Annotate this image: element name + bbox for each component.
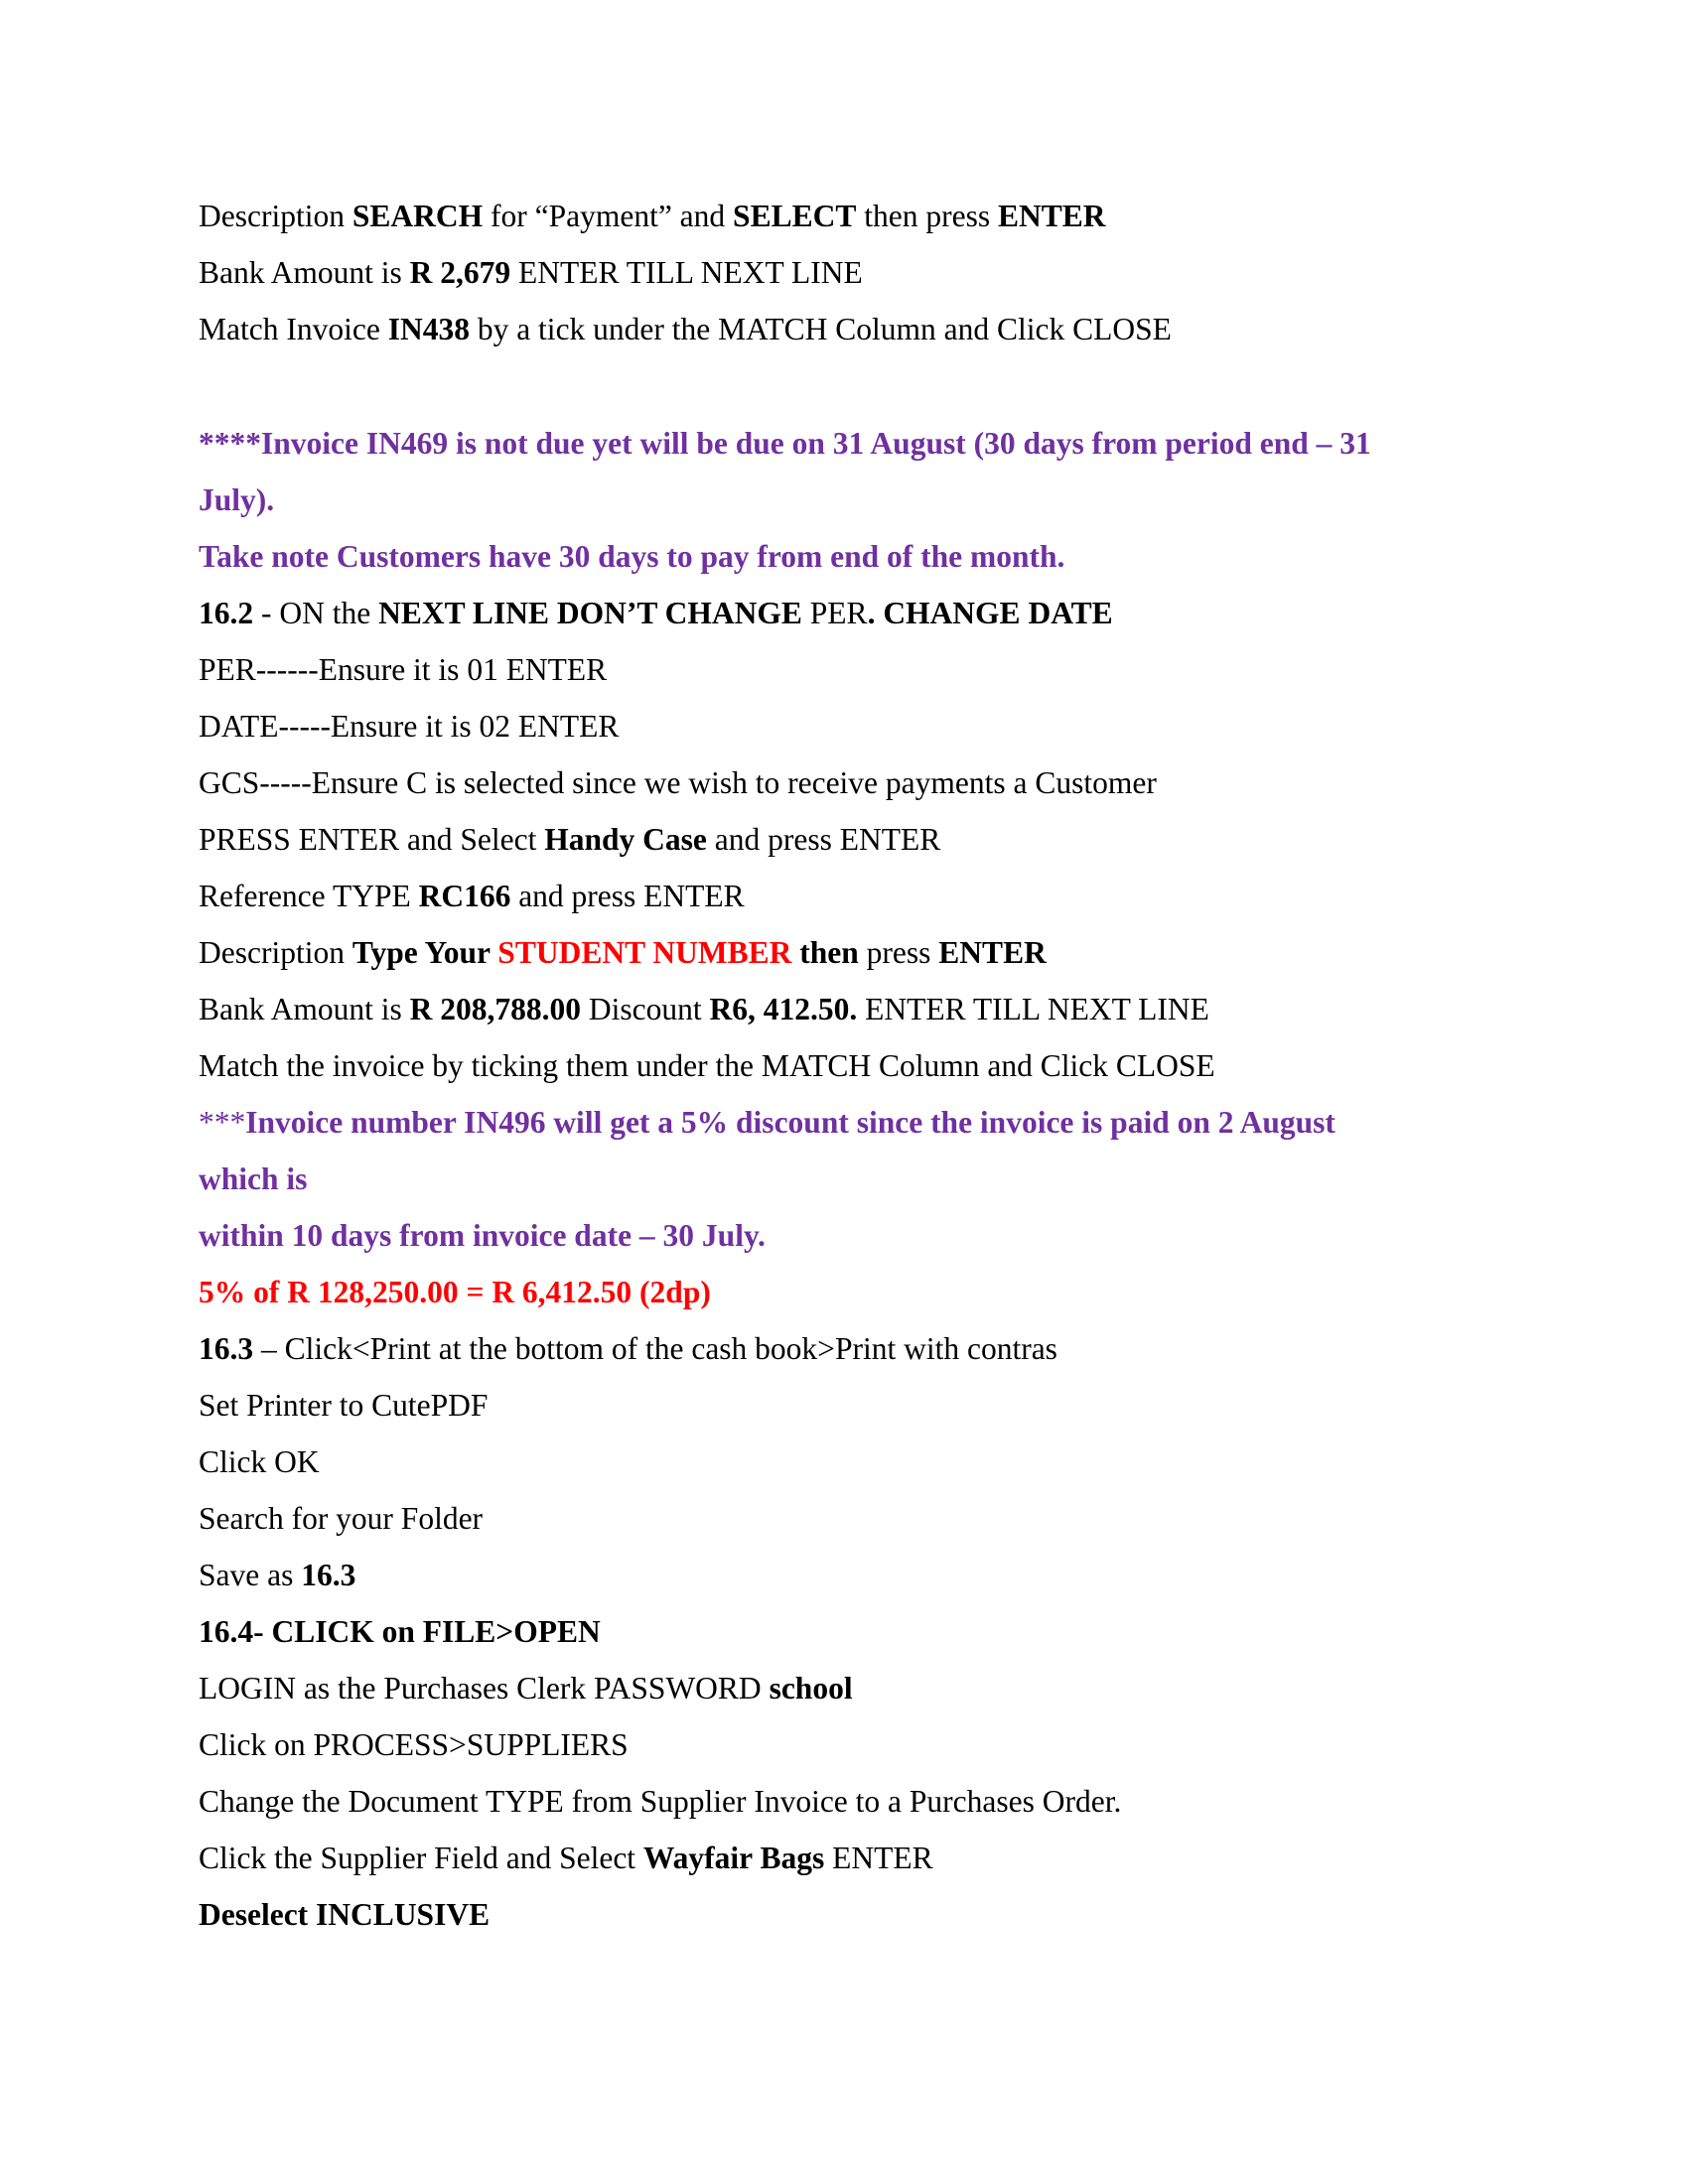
note-text: ****Invoice IN469 is not due yet will be due on 31 August (30 days from period end – 31	[199, 426, 1371, 461]
reference-code: RC166	[418, 879, 511, 913]
note-discount-in496-cont	[199, 1160, 307, 1199]
text-segment: Click the Supplier Field and Select	[199, 1841, 643, 1875]
instruction-line-reference	[199, 877, 745, 916]
text-segment: Click on PROCESS>SUPPLIERS	[199, 1727, 629, 1762]
text-segment-bold: . CHANGE DATE	[867, 596, 1113, 630]
instruction-line-match-invoices	[199, 1046, 1215, 1086]
amount-value: R 208,788.00	[409, 992, 582, 1026]
invoice-number: IN438	[387, 312, 470, 346]
text-segment: LOGIN as the Purchases Clerk PASSWORD	[199, 1671, 770, 1706]
password-value: school	[769, 1671, 853, 1706]
discount-calculation	[199, 1273, 711, 1312]
note-invoice-not-due	[199, 424, 1371, 464]
text-segment-bold: SEARCH	[352, 199, 484, 233]
note-asterisks: ***	[199, 1105, 246, 1140]
text-segment: Reference TYPE	[199, 879, 419, 913]
instruction-line-gcs	[199, 763, 1157, 803]
text-segment: Change the Document TYPE from Supplier Invoice to a Purchases Order.	[199, 1784, 1122, 1819]
instruction-line-description-student	[199, 933, 1047, 973]
step-heading-16-4	[199, 1612, 601, 1652]
note-discount-in496	[199, 1103, 1336, 1143]
text-segment-bold: ENTER	[997, 199, 1106, 233]
text-segment: Discount	[581, 992, 710, 1026]
text-segment: Description	[199, 199, 352, 233]
text-segment: by a tick under the MATCH Column and Click CLOSE	[469, 312, 1172, 346]
instruction-line-deselect-inclusive	[199, 1895, 490, 1935]
student-number-highlight: STUDENT NUMBER	[497, 935, 792, 970]
instruction-line-change-doc-type	[199, 1782, 1121, 1822]
note-text: July).	[199, 482, 275, 517]
text-segment: and press ENTER	[510, 879, 745, 913]
instruction-line-select-customer	[199, 820, 940, 860]
discount-value: R6, 412.50.	[709, 992, 858, 1026]
note-payment-terms	[199, 537, 1064, 577]
instruction-line-select-supplier	[199, 1839, 933, 1878]
text-segment: and press ENTER	[706, 822, 941, 857]
step-number: 16.3	[199, 1331, 254, 1366]
text-segment: DATE-----Ensure it is 02 ENTER	[199, 709, 620, 744]
instruction-line-save-as	[199, 1556, 355, 1595]
note-invoice-not-due-cont	[199, 480, 274, 520]
calculation-text: 5% of R 128,250.00 = R 6,412.50 (2dp)	[199, 1275, 711, 1309]
customer-name: Handy Case	[544, 822, 707, 857]
text-segment-bold: NEXT LINE DON’T CHANGE	[378, 596, 802, 630]
text-segment: ENTER TILL NEXT LINE	[857, 992, 1209, 1026]
text-segment: PER------Ensure it is 01 ENTER	[199, 652, 608, 687]
text-segment: – Click<Print at the bottom of the cash book>Print with contras	[253, 1331, 1057, 1366]
supplier-name: Wayfair Bags	[642, 1841, 825, 1875]
instruction-line-match-invoice	[199, 310, 1172, 349]
note-text: which is	[199, 1161, 308, 1196]
instruction-line-bank-amount-discount	[199, 990, 1209, 1029]
note-text: Take note Customers have 30 days to pay from end of the month.	[199, 539, 1065, 574]
instruction-line-per	[199, 650, 607, 690]
text-segment: GCS-----Ensure C is selected since we wish to receive payments a Customer	[199, 765, 1157, 800]
text-segment: - ON the	[253, 596, 379, 630]
text-segment: Match Invoice	[199, 312, 388, 346]
text-segment: for “Payment” and	[483, 199, 734, 233]
instruction-line-set-printer	[199, 1386, 488, 1426]
instruction-line-description-search	[199, 197, 1106, 236]
instruction-line-bank-amount	[199, 253, 863, 293]
step-heading-text: 16.4- CLICK on FILE>OPEN	[199, 1614, 601, 1649]
text-segment-bold: SELECT	[733, 199, 857, 233]
file-name: 16.3	[301, 1558, 356, 1592]
instruction-line-click-ok	[199, 1442, 320, 1482]
text-segment: ENTER	[824, 1841, 933, 1875]
instruction-line-login	[199, 1669, 853, 1708]
text-segment: Search for your Folder	[199, 1501, 484, 1536]
text-segment: Bank Amount is	[199, 992, 410, 1026]
text-segment: Description	[199, 935, 352, 970]
text-segment: Save as	[199, 1558, 302, 1592]
text-segment: Set Printer to CutePDF	[199, 1388, 489, 1423]
text-segment-bold: Deselect INCLUSIVE	[199, 1897, 491, 1932]
text-segment-bold: then	[791, 935, 859, 970]
note-discount-in496-cont2	[199, 1216, 766, 1256]
text-segment: press	[858, 935, 939, 970]
text-segment: PRESS ENTER and Select	[199, 822, 545, 857]
text-segment: Match the invoice by ticking them under the MATCH Column and Click CLOSE	[199, 1048, 1215, 1083]
text-segment: Click OK	[199, 1444, 320, 1479]
amount-value: R 2,679	[409, 255, 511, 290]
text-segment-bold: Type Your	[352, 935, 498, 970]
text-segment-bold: ENTER	[938, 935, 1047, 970]
step-heading-16-3	[199, 1329, 1057, 1369]
text-segment: then press	[856, 199, 998, 233]
instruction-line-date	[199, 707, 619, 747]
step-heading-16-2	[199, 594, 1113, 633]
text-segment: ENTER TILL NEXT LINE	[510, 255, 863, 290]
note-text: Invoice number IN496 will get a 5% discount since the invoice is paid on 2 August	[245, 1105, 1336, 1140]
text-segment: Bank Amount is	[199, 255, 410, 290]
step-number: 16.2	[199, 596, 254, 630]
text-segment: PER	[801, 596, 868, 630]
instruction-line-process-suppliers	[199, 1725, 629, 1765]
note-text: within 10 days from invoice date – 30 July.	[199, 1218, 766, 1253]
instruction-line-search-folder	[199, 1499, 483, 1539]
